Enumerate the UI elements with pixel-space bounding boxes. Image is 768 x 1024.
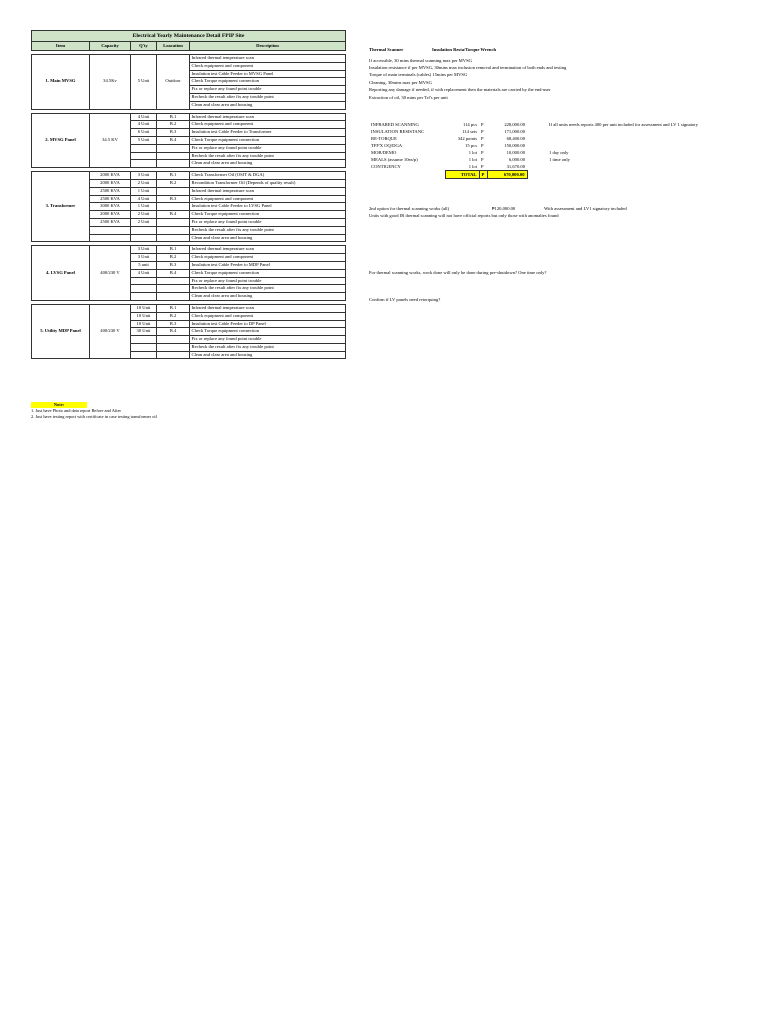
question-lv-retorque: Confirm if LV panels need retorquing? — [369, 297, 441, 302]
description-cell: Check Torque equipment connection — [190, 211, 346, 219]
cost-currency: P — [481, 129, 484, 134]
notes-heading: Note: — [31, 402, 87, 408]
capacity-cell — [90, 234, 131, 242]
qty-cell: 2 Unit — [131, 211, 157, 219]
location-cell: B.2 — [157, 121, 190, 129]
cost-row — [369, 149, 737, 156]
cost-amount: 68,400.00 — [506, 136, 525, 141]
description-cell: Clean and clear area and housing — [190, 101, 346, 109]
description-cell: Check Transformer Oil (OSIT & DGA) — [190, 172, 346, 180]
header-qty: Q'ty — [131, 42, 157, 51]
cost-label: MEALS (assume 10ea/p) — [371, 157, 418, 162]
location-cell: B.3 — [157, 195, 190, 203]
description-cell: Check Torque equipment connection — [190, 328, 346, 336]
section-location: Outdoor — [157, 55, 190, 110]
location-cell — [157, 234, 190, 242]
maintenance-table — [31, 30, 346, 359]
cost-currency: P — [481, 164, 484, 169]
cost-qty: 114 sets — [462, 129, 477, 134]
qty-cell: 4 Unit — [131, 195, 157, 203]
description-cell: Recheck the result after fix any trouble point — [190, 93, 346, 101]
location-cell: B.2 — [157, 312, 190, 320]
capacity-cell — [90, 226, 131, 234]
cost-note: 1 time only — [549, 157, 570, 162]
header-location: Loacation — [157, 42, 190, 51]
side-line: Insulation resistance if per MVSG, 30mins max inclusion removal and termination of both ends and testing — [369, 65, 567, 70]
capacity-cell: 3000 KVA — [90, 203, 131, 211]
section-capacity: 400/230 V — [90, 304, 131, 359]
location-cell — [157, 218, 190, 226]
total-amount: 670,000.00 — [487, 170, 527, 178]
location-cell — [157, 351, 190, 359]
description-cell: Infrared thermal temperature scan — [190, 246, 346, 254]
cost-amount: 150,000.00 — [504, 143, 525, 148]
qty-cell — [131, 226, 157, 234]
location-cell — [157, 187, 190, 195]
cost-label: INSULATION RESISTANC — [371, 129, 425, 134]
units-note: Units with good IR thermal scanning will not have official reports but only those with anomalies found — [369, 213, 559, 218]
qty-cell: 6 Unit — [131, 129, 157, 137]
location-cell: B.4 — [157, 211, 190, 219]
total-currency: P — [479, 170, 487, 178]
qty-cell: 4 Unit — [131, 121, 157, 129]
qty-cell: 4 Unit — [131, 113, 157, 121]
option-amount: ₱120,000.00 — [492, 206, 516, 211]
option-note: With assessment and LV1 signatory included — [544, 206, 627, 211]
qty-cell: 2 Unit — [131, 179, 157, 187]
qty-cell: 1 Unit — [131, 203, 157, 211]
location-cell: B.3 — [157, 320, 190, 328]
description-cell: Check equipment and component — [190, 254, 346, 262]
qty-cell — [131, 351, 157, 359]
cost-label: RE-TORQUE — [371, 136, 397, 141]
location-cell — [157, 226, 190, 234]
cost-amount: 31,670.00 — [506, 164, 525, 169]
qty-cell: 1 Unit — [131, 187, 157, 195]
description-cell: Insulation test Cable Feeder to Transformer — [190, 129, 346, 137]
cost-qty: 1 lot — [468, 157, 477, 162]
description-cell: Clean and clear area and housing — [190, 293, 346, 301]
cost-label: CONTIGENCY — [371, 164, 401, 169]
cost-amount: 10,000.00 — [506, 150, 525, 155]
description-cell: Insulation test Cable Feeder to MVSG Panel — [190, 70, 346, 78]
description-cell: Infrared thermal temperature scan — [190, 187, 346, 195]
description-cell: Check equipment and component — [190, 62, 346, 70]
qty-cell: 2 Unit — [131, 218, 157, 226]
notes — [31, 402, 157, 420]
description-cell: Insulation test Cable Feeder to DP Panel — [190, 320, 346, 328]
location-cell — [157, 160, 190, 168]
description-cell: Recheck the result after fix any trouble point — [190, 343, 346, 351]
cost-qty: 342 points — [457, 136, 477, 141]
cost-row — [369, 142, 737, 149]
qty-cell: 3 Unit — [131, 246, 157, 254]
cost-row — [369, 135, 737, 142]
total-label: TOTAL — [445, 170, 479, 178]
cost-qty: 1 lot — [468, 150, 477, 155]
section-name: 3. Transformer — [32, 172, 90, 242]
cost-note: 1 day only — [549, 150, 569, 155]
qty-cell — [131, 343, 157, 351]
total-spacer — [369, 170, 445, 178]
cost-label: TFF'X OQ/DGA — [371, 143, 403, 148]
qty-cell — [131, 277, 157, 285]
qty-cell — [131, 234, 157, 242]
description-cell: Fix or replace any found point trouble — [190, 144, 346, 152]
cost-amount: 228,000.00 — [504, 122, 525, 127]
cost-row — [369, 156, 737, 163]
total-row — [369, 170, 737, 178]
description-cell: Check Torque equipment connection — [190, 78, 346, 86]
side-header-left: Thermal Scanner — [369, 47, 404, 52]
capacity-cell: 2500 KVA — [90, 218, 131, 226]
cost-note: If all units needs reports 400 per unit included for assessment and LV 1 signatory — [549, 122, 699, 127]
table-row — [32, 113, 346, 121]
description-cell: Clean and clear area and housing — [190, 351, 346, 359]
cost-note — [527, 142, 737, 149]
qty-cell: 3 Unit — [131, 254, 157, 262]
cost-note — [527, 135, 737, 142]
location-cell — [157, 285, 190, 293]
cost-row — [369, 163, 737, 170]
section-name: 1. Main MVSG — [32, 55, 90, 110]
header-description: Description — [190, 42, 346, 51]
description-cell: Recondition Transformer Oil (Depends of quality result) — [190, 179, 346, 187]
qty-cell: 4 Unit — [131, 269, 157, 277]
table-row — [32, 304, 346, 312]
location-cell — [157, 343, 190, 351]
capacity-cell: 2000 KVA — [90, 172, 131, 180]
side-header-right: Insulation Resta/Torque Wrench — [432, 47, 497, 52]
section-capacity: 400/230 V — [90, 246, 131, 301]
location-cell: B.1 — [157, 113, 190, 121]
description-cell: Insulation test Cable Feeder to MDP Panel — [190, 261, 346, 269]
qty-cell: 10 Unit — [131, 320, 157, 328]
qty-cell: 5 unit — [131, 261, 157, 269]
side-line: Cleaning, 30mins max per MVSG — [369, 80, 432, 85]
section-qty: 5 Unit — [131, 55, 157, 110]
description-cell: Recheck the result after fix any trouble point — [190, 285, 346, 293]
description-cell: Fix or replace any found point trouble — [190, 336, 346, 344]
description-cell: Clean and clear area and housing — [190, 160, 346, 168]
cost-row — [369, 121, 737, 128]
description-cell: Check Torque equipment connection — [190, 269, 346, 277]
cost-currency: P — [481, 136, 484, 141]
capacity-cell: 2000 KVA — [90, 211, 131, 219]
section-capacity: 34.5 KV — [90, 113, 131, 168]
location-cell: B.2 — [157, 179, 190, 187]
side-line: If accessible, 30 mins thermal scanning max per MVSG — [369, 58, 472, 63]
qty-cell — [131, 160, 157, 168]
cost-currency: P — [481, 122, 484, 127]
location-cell: B.4 — [157, 136, 190, 144]
qty-cell: 30 Unit — [131, 328, 157, 336]
capacity-cell: 2500 KVA — [90, 187, 131, 195]
location-cell: B.1 — [157, 172, 190, 180]
note-item: 2. Just have testing report with certificate in case testing transformer oil — [31, 414, 157, 419]
location-cell: B.1 — [157, 304, 190, 312]
table-title: Electrical Yearly Maintenance Detail FPIP Site — [32, 31, 346, 42]
section-name: 5. Utility MDP Panel — [32, 304, 90, 359]
location-cell: B.2 — [157, 254, 190, 262]
qty-cell — [131, 336, 157, 344]
note-item: 1. Just have Photo and data report Before and After — [31, 408, 121, 413]
location-cell — [157, 144, 190, 152]
table-row — [32, 246, 346, 254]
cost-qty: 1 lot — [468, 164, 477, 169]
description-cell: Recheck the result after fix any trouble point — [190, 226, 346, 234]
capacity-cell: 2500 KVA — [90, 195, 131, 203]
description-cell: Check equipment and component — [190, 121, 346, 129]
cost-amount: 6,000.00 — [508, 157, 525, 162]
description-cell: Check equipment and component — [190, 195, 346, 203]
section-name: 2. MVSG Panel — [32, 113, 90, 168]
cost-label: INFRARED SCANNING — [371, 122, 419, 127]
description-cell: Fix or replace any found point trouble — [190, 218, 346, 226]
location-cell — [157, 336, 190, 344]
cost-row — [369, 128, 737, 135]
qty-cell — [131, 152, 157, 160]
cost-currency: P — [481, 157, 484, 162]
location-cell — [157, 277, 190, 285]
cost-qty: 114 pcs — [463, 122, 477, 127]
description-cell: Infrared thermal temperature scan — [190, 304, 346, 312]
table-row — [32, 172, 346, 180]
side-line: Torque of main terminals (cables) 15mins per MVSG — [369, 72, 468, 77]
location-cell: B.3 — [157, 129, 190, 137]
location-cell — [157, 293, 190, 301]
description-cell: Infrared thermal temperature scan — [190, 113, 346, 121]
header-capacity: Capacity — [90, 42, 131, 51]
cost-qty: 15 pcs — [465, 143, 477, 148]
table-row — [32, 55, 346, 63]
qty-cell: 5 Unit — [131, 136, 157, 144]
qty-cell: 3 Unit — [131, 172, 157, 180]
qty-cell: 10 Unit — [131, 312, 157, 320]
qty-cell — [131, 293, 157, 301]
cost-label: MOB/DEMO — [371, 150, 397, 155]
location-cell — [157, 203, 190, 211]
location-cell: B.3 — [157, 261, 190, 269]
description-cell: Clean and clear area and housing — [190, 234, 346, 242]
question-thermal: For thermal scanning works, work done will only be done during pre-shutdown? One time only? — [369, 270, 547, 275]
description-cell: Recheck the result after fix any trouble point — [190, 152, 346, 160]
description-cell: Fix or replace any found point trouble — [190, 86, 346, 94]
section-name: 4. LVSG Panel — [32, 246, 90, 301]
capacity-cell: 2000 KVA — [90, 179, 131, 187]
location-cell: B.1 — [157, 246, 190, 254]
qty-cell: 10 Unit — [131, 304, 157, 312]
description-cell: Check equipment and component — [190, 312, 346, 320]
side-line: Reporting any damage if needed, if with replacement then the materials are carried by the end-user — [369, 87, 551, 92]
cost-table — [369, 121, 737, 179]
location-cell: B.4 — [157, 269, 190, 277]
location-cell: B.4 — [157, 328, 190, 336]
cost-currency: P — [481, 143, 484, 148]
cost-note — [527, 128, 737, 135]
side-line: Extraction of oil, 30 mins per Trf's per unit — [369, 95, 448, 100]
cost-currency: P — [481, 150, 484, 155]
option-line: 2nd option for thermal scanning works (all) — [369, 206, 450, 211]
header-item: Item — [32, 42, 90, 51]
description-cell: Insulation test Cable Feeder to LVSG Panel — [190, 203, 346, 211]
location-cell — [157, 152, 190, 160]
qty-cell — [131, 285, 157, 293]
description-cell: Check Torque equipment connection — [190, 136, 346, 144]
section-capacity: 34.5Kv — [90, 55, 131, 110]
description-cell: Fix or replace any found point trouble — [190, 277, 346, 285]
qty-cell — [131, 144, 157, 152]
description-cell: Infrared thermal temperature scan — [190, 55, 346, 63]
cost-note — [527, 163, 737, 170]
cost-amount: 171,000.00 — [504, 129, 525, 134]
